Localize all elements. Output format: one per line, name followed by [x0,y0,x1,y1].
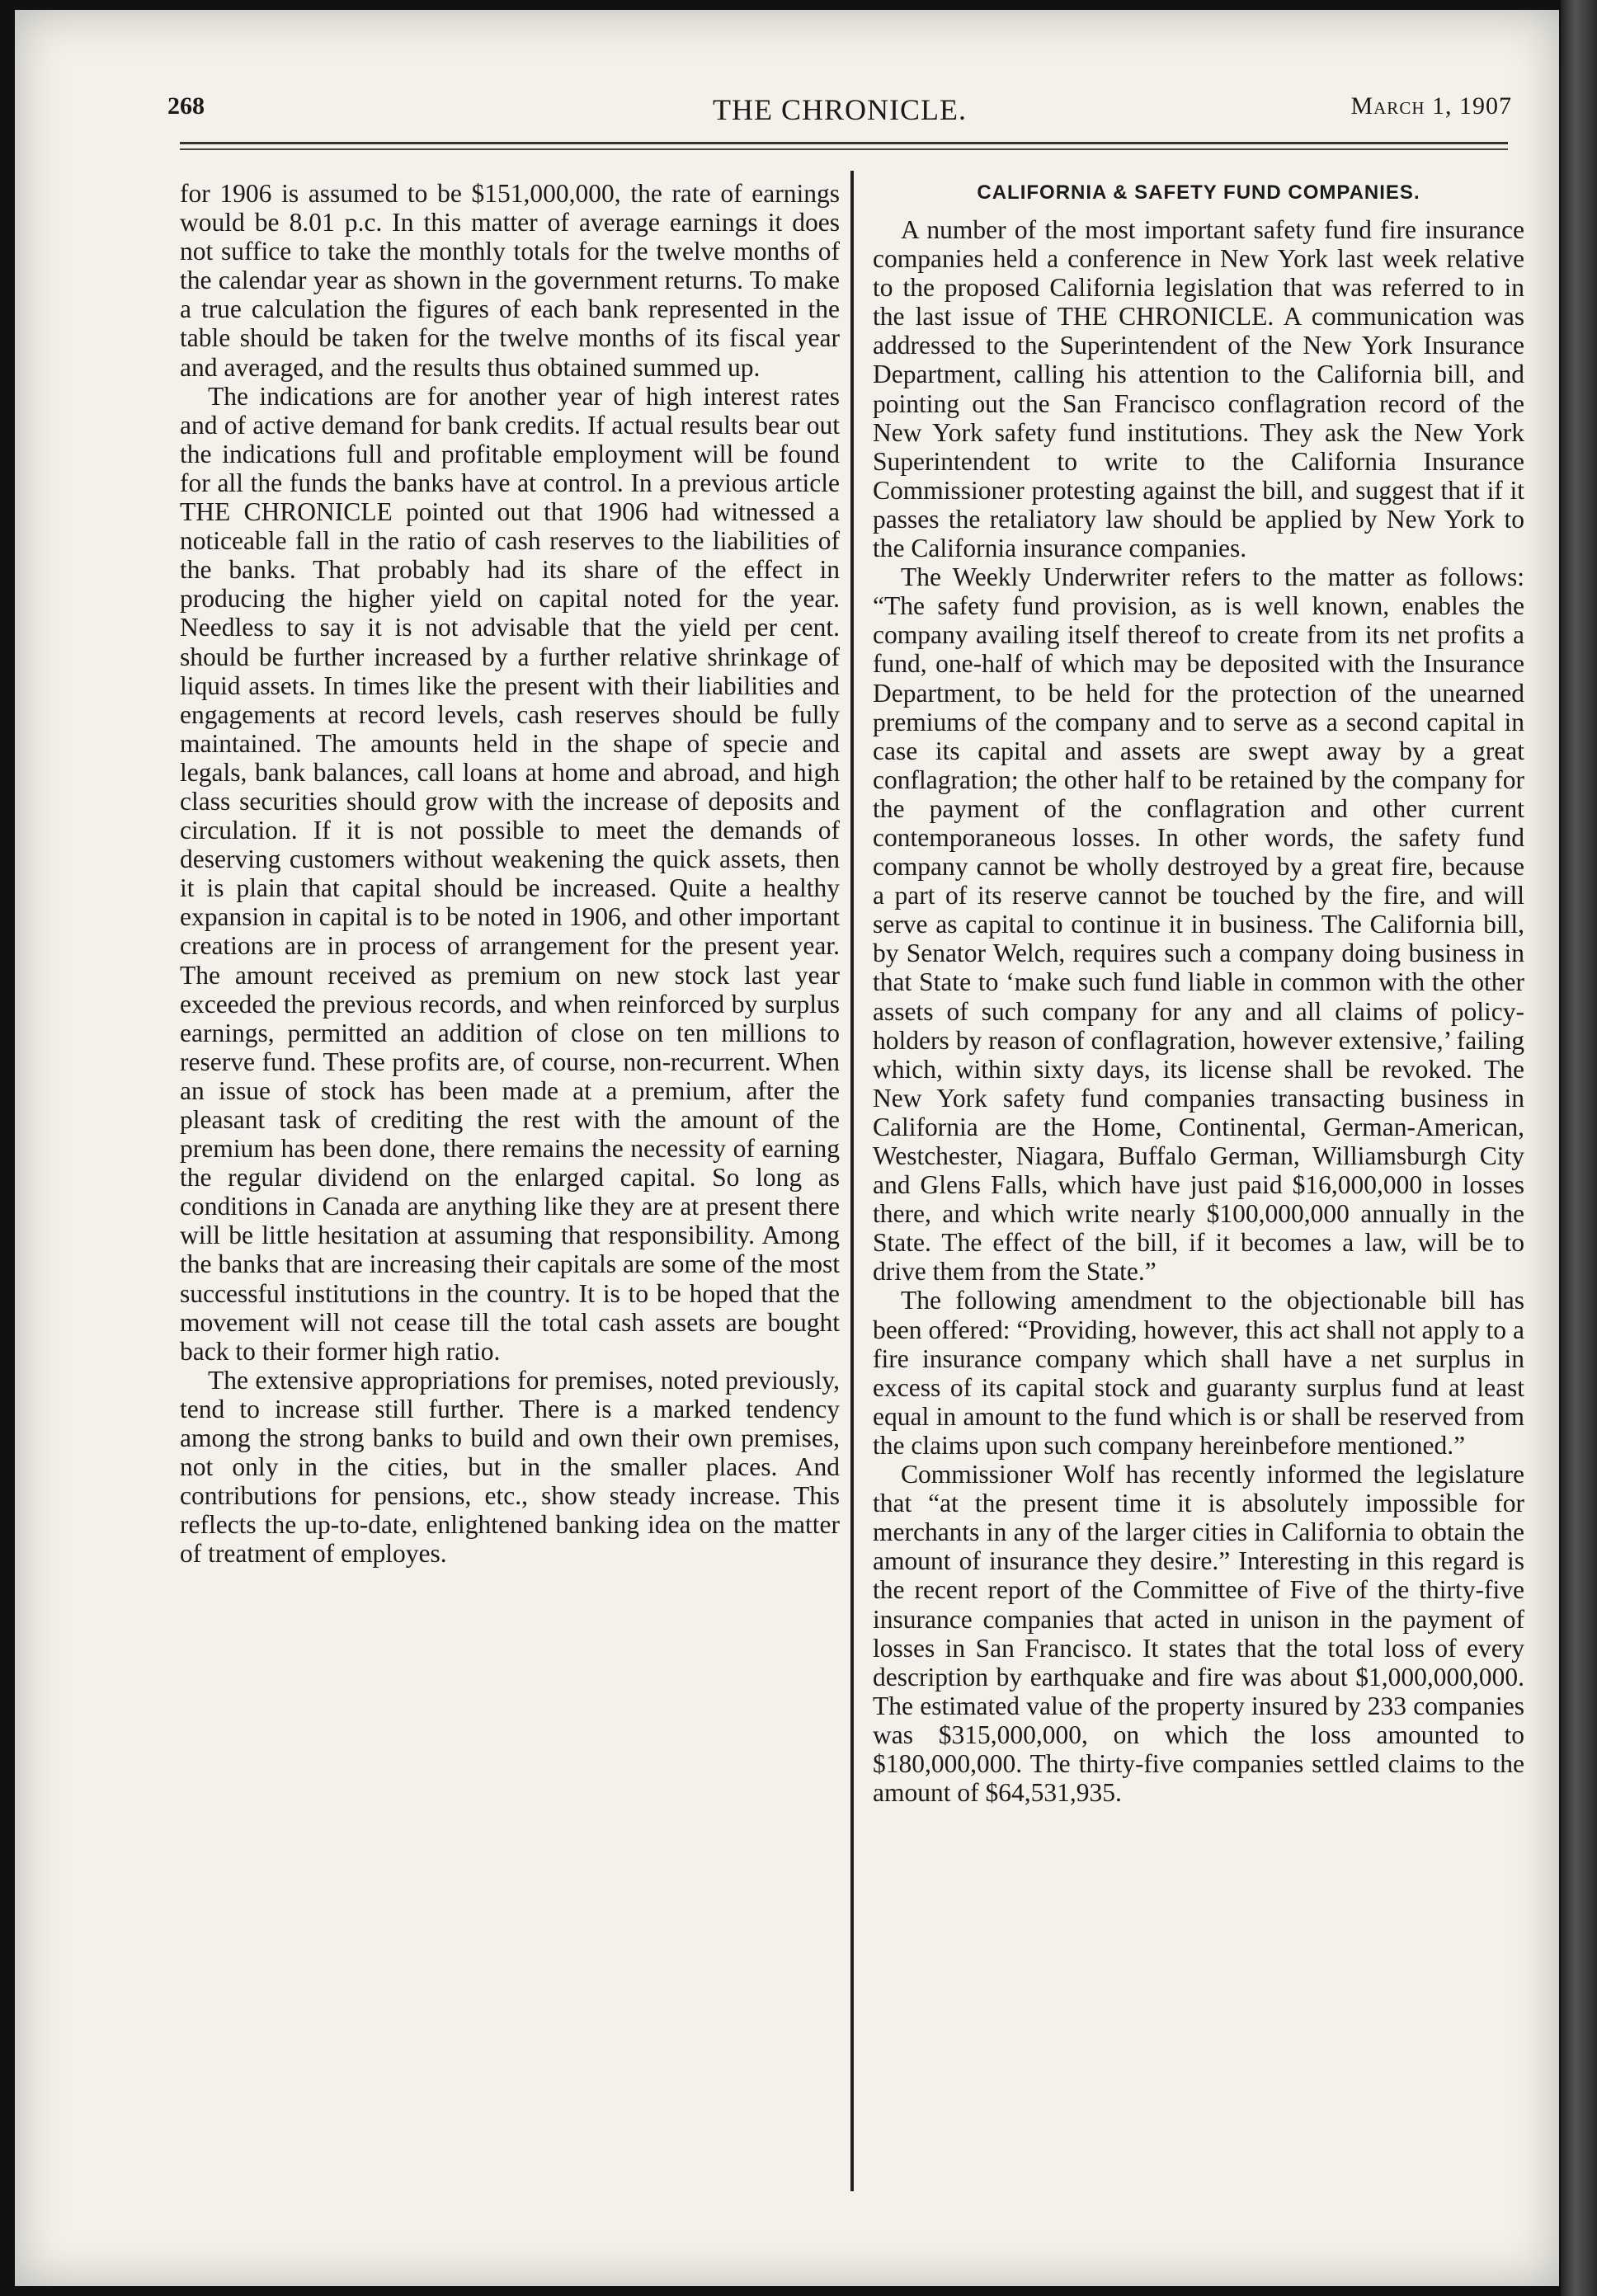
page-edge-shadow [1561,0,1597,2296]
header-rule [180,142,1508,144]
newspaper-page [15,10,1559,2286]
page-header [167,92,1512,134]
left-paragraph-3: The extensive appropriations for premises, noted previously, tend to increase still further. There is a marked tendency among the strong banks to build and own their own premises, not only in the cities, but in the smaller places. And contributions for pensions, etc., show steady increase. This reflects the up-to-date, enlightened banking idea on the matter of treatment of employes. [180,1365,840,1569]
column-divider [850,171,854,2191]
publication-title: THE CHRONICLE. [713,93,967,126]
issue-date: March 1, 1907 [1350,92,1512,120]
right-paragraph-3: The following amendment to the objectionable bill has been offered: “Providing, however, this act shall not apply to a fire insurance company which shall have a net surplus in excess of its capital stock and guaranty surplus fund at least equal in amount to the fund which is or shall be reserved from the claims upon such company hereinbefore mentioned.” [873,1286,1524,1460]
right-paragraph-1: A number of the most important safety fund fire insurance companies held a conference in New York last week relative to the proposed California legislation that was referred to in the last issue of THE CHRONICLE. A communication was addressed to the Superintendent of the New York Insurance Department, calling his attention to the California bill, and pointing out the San Francisco conflagration record of the New York safety fund institutions. They ask the New York Superintendent to write to the California Insurance Commissioner protesting against the bill, and suggest that if it passes the retaliatory law should be applied by New York to the California insurance companies. [873,215,1524,563]
right-paragraph-2: The Weekly Underwriter refers to the matter as follows: “The safety fund provision, as is well known, enables the company availing itself thereof to create from its net profits a fund, one-half of which may be deposited with the Insurance Department, to be held for the protection of the unearned premiums of the company and to serve as a second capital in case its capital and assets are swept away by a great conflagration; the other half to be retained by the company for the payment of the conflagration and other current contemporaneous losses. In other words, the safety fund company cannot be wholly destroyed by a great fire, because a part of its reserve cannot be touched by the fire, and will serve as capital to continue it in business. The California bill, by Senator Welch, requires such a company doing business in that State to ‘make such fund liable in common with the other assets of such company for any and all claims of policy-holders by reason of conflagration, however extensive,’ failing which, within sixty days, its license shall be revoked. The New York safety fund companies transacting business in California are the Home, Continental, German-American, Westchester, Niagara, Buffalo German, Williamsburgh City and Glens Falls, which have just paid $16,000,000 in losses there, and which write nearly $100,000,000 annually in the State. The effect of the bill, if it becomes a law, will be to drive them from the State.” [873,562,1524,1287]
page-number: 268 [167,92,205,120]
left-paragraph-1: for 1906 is assumed to be $151,000,000, the rate of earnings would be 8.01 p.c. In this matter of average earnings it does not suffice to take the monthly totals for the twelve months of the calendar year as shown in the government returns. To make a true calculation the figures of each bank represented in the table should be taken for the twelve months of its fiscal year and averaged, and the results thus obtained summed up. [180,179,840,382]
left-column [180,179,840,1569]
right-column [873,179,1524,1807]
article-heading: CALIFORNIA & SAFETY FUND COMPANIES. [977,181,1420,204]
left-paragraph-2: The indications are for another year of high interest rates and of active demand for bank credits. If actual results bear out the indications full and profitable employment will be found for all the funds the banks have at control. In a previous article THE CHRONICLE pointed out that 1906 had witnessed a noticeable fall in the ratio of cash reserves to the liabilities of the banks. That probably had its share of the effect in producing the higher yield on capital noted for the year. Needless to say it is not advisable that the yield per cent. should be further increased by a further relative shrinkage of liquid assets. In times like the present with their liabilities and engagements at record levels, cash reserves should be fully maintained. The amounts held in the shape of specie and legals, bank balances, call loans at home and abroad, and high class securities should grow with the increase of deposits and circulation. If it is not possible to meet the demands of deserving customers without weakening the quick assets, then it is plain that capital should be increased. Quite a healthy expansion in capital is to be noted in 1906, and other important creations are in process of arrangement for the present year. The amount received as premium on new stock last year exceeded the previous records, and when reinforced by surplus earnings, permitted an addition of close on ten millions to reserve fund. These profits are, of course, non-recurrent. When an issue of stock has been made at a premium, after the pleasant task of crediting the rest with the amount of the premium has been done, there remains the necessity of earning the regular dividend on the enlarged capital. So long as conditions in Canada are anything like they are at present there will be little hesitation at assuming that responsibility. Among the banks that are increasing their capitals are some of the most successful institutions in the country. It is to be hoped that the movement will not cease till the total cash assets are bought back to their former high ratio. [180,381,840,1366]
right-paragraph-4: Commissioner Wolf has recently informed the legislature that “at the present time it is absolutely impossible for merchants in any of the larger cities in California to obtain the amount of insurance they desire.” Interesting in this regard is the recent report of the Committee of Five of the thirty-five insurance companies that acted in unison in the payment of losses in San Francisco. It states that the total loss of every description by earthquake and fire was about $1,000,000,000. The estimated value of the property insured by 233 companies was $315,000,000, on which the loss amounted to $180,000,000. The thirty-five companies settled claims to the amount of $64,531,935. [873,1460,1524,1808]
header-rule-thin [180,148,1508,150]
